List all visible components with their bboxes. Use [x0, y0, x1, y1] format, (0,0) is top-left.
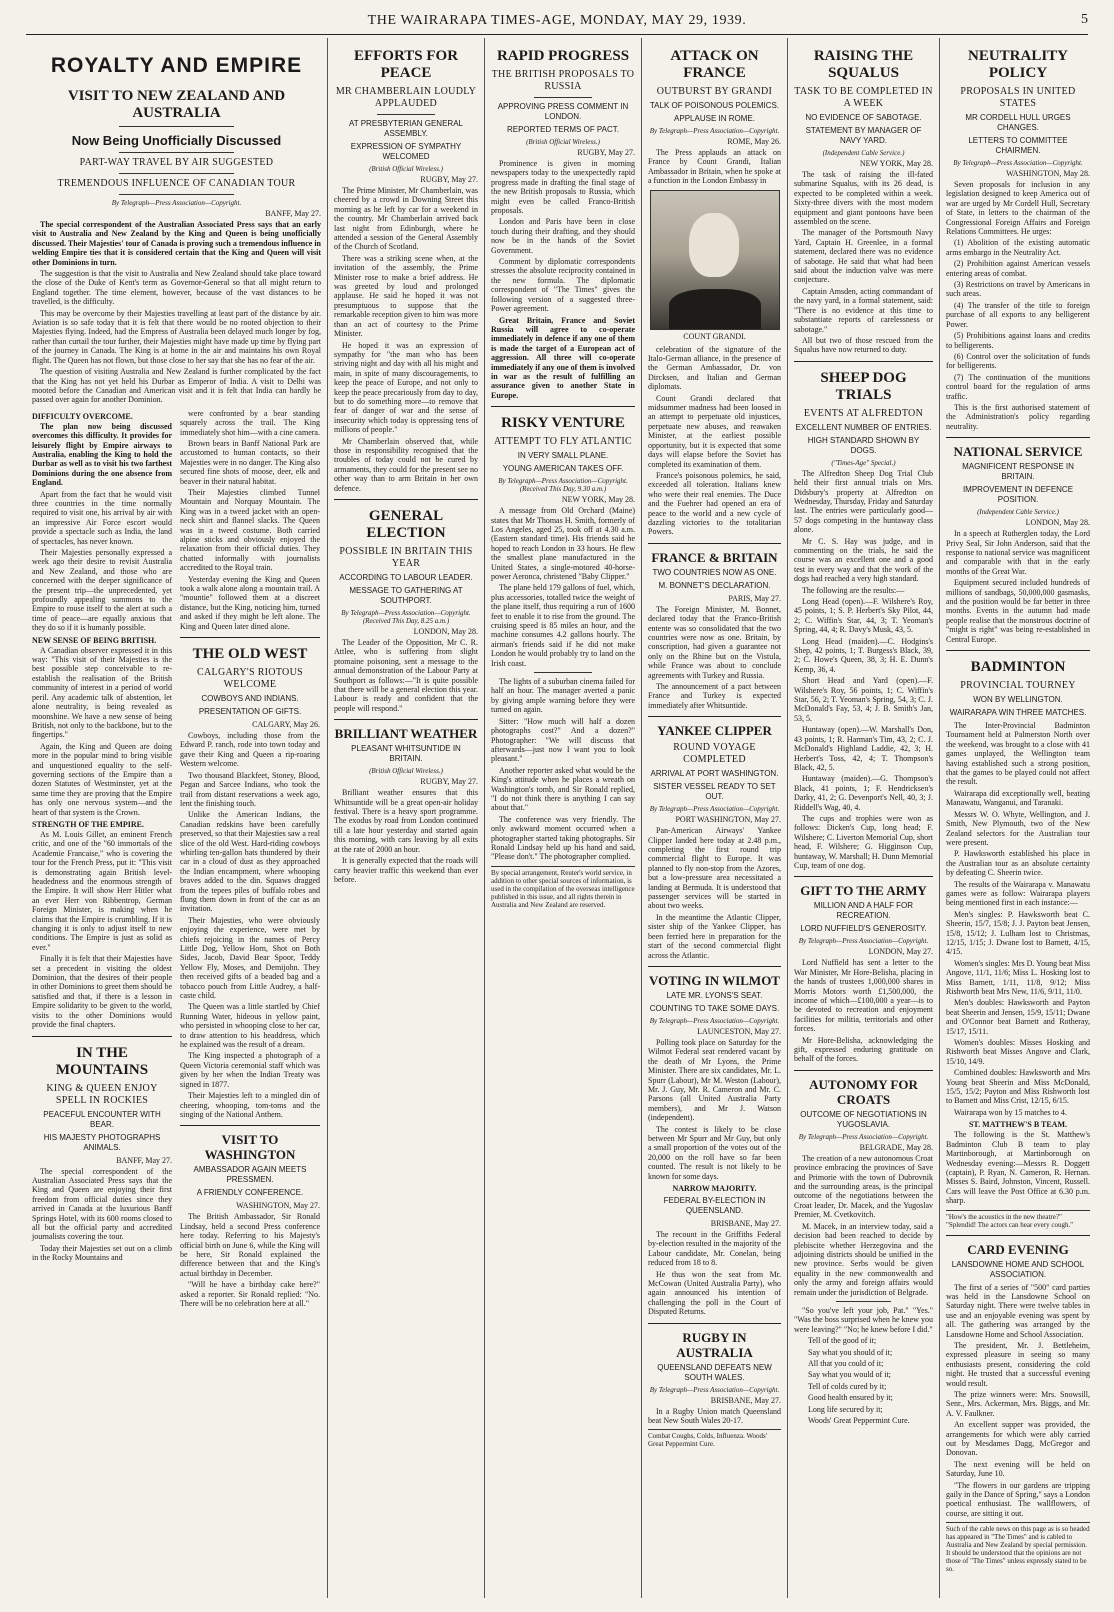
- byline: By Telegraph—Press Association—Copyright.: [111, 199, 242, 207]
- verse-line: All that you could of it;: [808, 1358, 884, 1368]
- paragraph: The Prime Minister, Mr Chamberlain, was cheered by a crowd in Downing Street this morning as he left by car for a weekend in the country. Mr Chamberlain arrived back last night from Edinburgh, where he attended a session of the General Assembly of the Church of Scotland.: [334, 186, 478, 252]
- joke: "How's the acoustics in the new theatre?" "Splendid! The actors can hear every cough.": [946, 1210, 1090, 1229]
- paragraph: The contest is likely to be close between Mr Spurr and Mr Guy, but only a small proportion of the votes out of the 20,000 on the roll have so far been counted. The result is not likely to be known for some days.: [648, 1124, 781, 1181]
- divider: [119, 152, 235, 153]
- dateline: LONDON, May 28.: [1025, 518, 1090, 528]
- photo-caption: COUNT GRANDI.: [683, 331, 746, 341]
- paragraph: He hoped it was an expression of sympathy for "the man who has been striving night and day with all his might and main, in spite of many discouragements, to keep the peace of Europe, and not only to keep the peace precariously from day to day, but to do something more—to remove that fear of danger of war and the sense of insecurity which today is oppressing tens of millions of people.": [334, 340, 478, 435]
- paragraph: Equipment secured included hundreds of millions of sandbags, 50,000,000 gasmasks, and the position would be far better in three months. Events in the autumn had made people realise that the monstrous doctrine of "might is right" was being re-established in Central Europe.: [946, 578, 1090, 644]
- dateline: BRISBANE, May 27.: [710, 1395, 781, 1405]
- paragraph: Seven proposals for inclusion in any legislation designed to keep America out of war are urged by Mr Cordell Hull, Secretary of State, in letters to the chairman of the Congressional Foreign Affairs and Foreign Relations Committees. He urges:: [946, 180, 1090, 237]
- subheadline: APPLAUSE IN ROME.: [674, 114, 755, 123]
- column-royalty: [26, 38, 328, 1598]
- subheadline: PLEASANT WHITSUNTIDE IN BRITAIN.: [351, 744, 461, 764]
- headline: VISIT TO WASHINGTON: [204, 1132, 296, 1163]
- verse-line: Woods' Great Peppermint Cure.: [808, 1416, 910, 1425]
- paragraph: Mr Chamberlain observed that, while those in responsibility recognised that the troubles of today could not be cured by armaments, they could for the present see no other way than to arm Britain in her own defence.: [334, 436, 478, 493]
- paragraph: An excellent supper was provided, the arrangements for which were ably carried out by Mesdames Dagg, McGregor and Donovan.: [946, 1420, 1090, 1458]
- byline: (British Official Wireless.): [369, 767, 443, 776]
- paragraph: Pan-American Airways' Yankee Clipper landed here today at 2.48 p.m., completing the first round trip commercial flight to Europe. It was planned to fly non-stop from the Azores, but a low-pressure area necessitated a landing at Bermuda. It is understood that passenger services will be started in about two weeks.: [648, 826, 781, 911]
- byline: By Telegraph—Press Association—Copyright.: [798, 937, 929, 946]
- dateline: BANFF, May 27.: [116, 1155, 172, 1165]
- dateline: LAUNCESTON, May 27.: [697, 1026, 781, 1036]
- byline: By Telegraph—Press Association—Copyright. (Received This Day, 8.25 a.m.): [341, 609, 471, 625]
- paragraph: Sitter: "How much will half a dozen photographs cost?" And a dozen?" Photographer: "We will discuss that afterwards—just now I want you to look pleasant.": [491, 716, 635, 764]
- verse-line: Tell of colds cured by it;: [808, 1381, 887, 1391]
- page-columns: [26, 38, 1096, 1598]
- subheadline: HIS MAJESTY PHOTOGRAPHS ANIMALS.: [43, 1132, 161, 1152]
- column-russia: [485, 38, 642, 1598]
- dateline: BRISBANE, May 27.: [710, 1219, 781, 1228]
- headline: BRILLIANT WEATHER: [334, 726, 478, 742]
- paragraph: Wairarapa did exceptionally well, beating Manawatu, Wanganui, and Taranaki.: [946, 788, 1090, 808]
- subheadline: IN VERY SMALL PLANE.: [517, 451, 609, 461]
- dateline: PORT WASHINGTON, May 27.: [675, 815, 781, 825]
- subheadline: SISTER VESSEL READY TO SET OUT.: [653, 782, 776, 802]
- subheadline: AT PRESBYTERIAN GENERAL ASSEMBLY.: [349, 119, 463, 138]
- paragraph: He thus won the seat from Mr. McCowan (United Australia Party), who again announced his intention of challenging the poll in the Court of Disputed Returns.: [648, 1269, 781, 1317]
- subheadline: FEDERAL BY-ELECTION IN QUEENSLAND.: [663, 1196, 766, 1215]
- paragraph: This may be overcome by their Majesties travelling at least part of the distance by air. Aviation is so safe today that it is felt that there would be no rooted objection to their Majesties flying. Indeed, had the Empress of Australia been delayed much longer by fog, rather than curtail the tour further, their Majesties might have made up time by flying part of the journey in Canada. The King is at home in the air and maintains his own Royal flight. The Queen has not flown, but those close to her say that she has no fear of the air.: [32, 308, 321, 365]
- paragraph: The Queen was a little startled by Chief Running Water, hideous in yellow paint, who persisted in whooping close to her car, to draw attention to his headdress, which he explained was the result of a dream.: [180, 1002, 320, 1050]
- paragraph: Their Majesties, who were obviously enjoying the experience, were met by chiefs rejoicing in the names of Percy Little Dog, Yellow Horn, Shot on Both Sides, Jacob, David Bear Spoor, Teddy Yellow Fly, Moses, and Demijohn. They then received gifts of a beaded bag and a tobacco pouch from Little Audrey, a half-caste child.: [180, 915, 320, 1001]
- subheadline: PEACEFUL ENCOUNTER WITH BEAR.: [43, 1109, 161, 1129]
- divider: [794, 361, 933, 362]
- paragraph: Men's doubles: Hawksworth and Payton beat Sheerin and Jensen, 15/9, 15/11; Dwane and O'Connor beat Barnett and Rotheray, 15/17, 15/11.: [946, 998, 1090, 1036]
- paragraph: Long Head (maiden).—C. Hodgins's Shep, 42 points, 1; T. Burgess's Black, 39, 2; C. Howe's Queen, 38, 3; H. E. Dunn's Kemp, 36, 4.: [794, 636, 933, 674]
- sub-column-left: [32, 409, 172, 1311]
- dateline: RUGBY, May 27.: [420, 175, 478, 184]
- subheadline: PROVINCIAL TOURNEY: [960, 680, 1076, 692]
- paragraph: Again, the King and Queen are doing more in the popular mind to bring visible and unquestioned equality to the self-governing sections of the Empire than a dozen Statutes of Westminster, yet at the same time they are proving that the Empire has only one nervous system—and the heart of that system is the Crown.: [32, 741, 172, 817]
- byline: (Independent Cable Service.): [977, 508, 1059, 517]
- paragraph: The president, Mr. J. Bettleheim, expressed pleasure in seeing so many enthusiasts present, considering the cold night. He trusted that a successful evening would result.: [946, 1340, 1090, 1388]
- paragraph: Women's doubles: Misses Hosking and Rishworth beat Misses Angove and Clark, 15/10, 14/9.: [946, 1038, 1090, 1066]
- divider: [334, 719, 478, 720]
- paragraph: In a speech at Rutherglen today, the Lord Privy Seal, Sir John Anderson, said that the response to national service was magnificent and comparable with that in the early months of the Great War.: [946, 529, 1090, 576]
- headline: RUGBY IN AUSTRALIA: [676, 1329, 753, 1360]
- paragraph: Men's singles: P. Hawksworth beat C. Sheerin, 15/7, 15/8; J. J. Payton beat Jensen, 15/8, 15/12; J. Lulham lost to Christmas, 12/15, 1/15; J. Dwane lost to Barnett, 4/15, 4/15.: [946, 909, 1090, 957]
- paragraph: Mr Hore-Belisha, acknowledging the gift, expressed enduring gratitude on behalf of the forces.: [794, 1035, 933, 1064]
- dateline: PARIS, May 27.: [728, 593, 781, 603]
- paragraph: As M. Louis Gillet, an eminent French critic, and one of the "60 immortals of the Academie Francaise," who is covering the tour for the French Press, put it: "This visit is demonstrating again British level-headedness and the enormous strength of the Empire. It will show Herr Hitler what an ever Herr von Ribbentrop, German Foreign Minister, is making when he claims that the Empire is crumbling. If it is changing it is only to adjust itself to new conditions. The Empire is just as solid as ever.": [32, 829, 172, 952]
- paragraph: Long Head (open).—F. Wilshere's Roy, 45 points, 1; S. P. Herbert's Sky Pilot, 44, 2; C. Wiffin's Star, 44, 3; T. Yeoman's Spring, 44, 4; R. Davy's Musk, 43, 5.: [794, 597, 933, 635]
- paragraph: The Alfredton Sheep Dog Trial Club held their first annual trials on Mrs. Didsbury's property at Alfredton on Wednesday, Thursday, Friday and Saturday last. The entries were particularly good—57 dogs competing in the huntaway class alone.: [794, 468, 933, 535]
- headline: GENERAL ELECTION: [366, 508, 446, 541]
- paragraph: All but two of those rescued from the Squalus have now returned to duty.: [794, 335, 933, 355]
- paragraph: The following are the results:—: [802, 585, 905, 595]
- crosshead: NARROW MAJORITY.: [672, 1184, 757, 1193]
- subheadline: ACCORDING TO LABOUR LEADER.: [339, 573, 473, 582]
- dateline: WASHINGTON, May 28.: [1006, 169, 1090, 178]
- paragraph: Short Head and Yard (open).—F. Wilshere's Roy, 56 points, 1; C. Wiffin's Star, 56, 2; T. Yeoman's Spring, 54, 3; C. J. McDonald's Fay, 53, 4; J. B. Smith's Jan, 53, 5.: [794, 676, 933, 723]
- paragraph: The next evening will be held on Saturday, June 10.: [946, 1459, 1090, 1479]
- paragraph: The lights of a suburban cinema failed for half an hour. The manager averted a panic by giving ample warning before they were turned on again.: [491, 677, 635, 715]
- advertisement: Combat Coughs, Colds, Influenza. Woods' Great Peppermint Cure.: [648, 1429, 781, 1448]
- subheadline: IMPROVEMENT IN DEFENCE POSITION.: [962, 485, 1074, 505]
- column-neutrality: [940, 38, 1096, 1598]
- subheadline: LANSDOWNE HOME AND SCHOOL ASSOCIATION.: [951, 1259, 1085, 1279]
- divider: [119, 194, 235, 195]
- paragraph: It is generally expected that the roads will carry heavier traffic this weekend than ever before.: [334, 856, 478, 884]
- subheadline: PROPOSALS IN UNITED STATES: [960, 86, 1076, 109]
- headline: RAPID PROGRESS: [496, 48, 630, 64]
- subheadline: THE BRITISH PROPOSALS TO RUSSIA: [491, 69, 635, 92]
- paragraph: The creation of a new autonomous Croat province embracing the provinces of Save and Primorie with the town of Dubrovnik and the surrounding areas, is the principal outcome of the negotiations between the Croat leader, Dr. Macek, and the Yugoslav Premier, M. Cvetkovitch.: [794, 1153, 933, 1220]
- paragraph: The conference was very friendly. The only awkward moment occurred when a photographer started taking photographs. Sir Ronald Lindsay held up his hand and said, "Please don't." The photographer complied.: [491, 814, 635, 862]
- page-number: 5: [1081, 12, 1088, 27]
- paragraph: Yesterday evening the King and Queen took a walk alone along a mountain trail. A "mountie" followed them at a discreet distance, but the King, noticing him, turned and asked if they might be left alone. The King and Queen later dined alone.: [180, 574, 320, 631]
- subheadline: REPORTED TERMS OF PACT.: [506, 125, 619, 134]
- paragraph: A message from Old Orchard (Maine) states that Mr Thomas H. Smith, formerly of Los Angeles, aged 25, took off at 4.30 a.m. (Eastern standard time). His friends said he hoped to reach London in 33 hours. He flew the smallest plane manufactured in the United States, a single-motored 40-horse-power Aeronca, christened "Baby Clipper.": [491, 506, 635, 581]
- subheadline: CALGARY'S RIOTOUS WELCOME: [197, 667, 303, 691]
- subheadline: TWO COUNTRIES NOW AS ONE.: [652, 567, 777, 577]
- paragraph: The British Ambassador, Sir Ronald Lindsay, held a second Press conference here today. Referring to his Majesty's official birth on June 6, while the King will be here, Sir Ronald explained the difference between that and the King's actual birthday in December.: [180, 1212, 320, 1278]
- subheadline: MESSAGE TO GATHERING AT SOUTHPORT.: [349, 586, 463, 605]
- subheadline: TALK OF POISONOUS POLEMICS.: [649, 101, 780, 110]
- verse-line: Say what you would of it;: [808, 1370, 891, 1380]
- subheadline: LETTERS TO COMMITTEE CHAIRMEN.: [968, 136, 1068, 155]
- paragraph: This is the first authorised statement of the Administration's policy regarding neutrality.: [946, 402, 1090, 431]
- divider: [534, 97, 592, 98]
- paragraph: The prize winners were: Mrs. Snowsill, Senr., Mrs. Ackerman, Mrs. Biggs, and Mr. A. V. Faulkner.: [946, 1390, 1090, 1418]
- paragraph: Their Majesties left to a mingled din of cheering, whooping, tom-toms and the singing of the National Anthem.: [180, 1091, 320, 1119]
- subheadline: ARRIVAL AT PORT WASHINGTON.: [650, 769, 779, 779]
- paragraph: The manager of the Portsmouth Navy Yard, Captain H. Greenlee, in a formal statement, declared there was no evidence of sabotage. He said that what had been said about the induction valve was mere conjecture.: [794, 228, 933, 285]
- paragraph: Unlike the American Indians, the Canadian redskins have been carefully preserved, so that their Majesties saw a real slice of the old West. Hard-riding cowboys whirling ten-gallon hats thundered by their car in a cloud of dust as they approached the Indian encampment, where whooping braves added to the din. Squaws dragged from the tepees piles of buffalo robes and flung them down in front of the car as an invitation.: [180, 810, 320, 914]
- subheadline: MR CHAMBERLAIN LOUDLY APPLAUDED: [335, 86, 477, 109]
- paragraph: The results of the Wairarapa v. Manawatu games were as follow: Wairarapa players being mentioned first in each instance:—: [946, 879, 1090, 908]
- byline: (Independent Cable Service.): [822, 149, 905, 157]
- paragraph: Huntaway (open).—W. Marshall's Don, 43 points, 1; R. Harman's Tim, 43, 2; C. J. McDonald's Highland Laddie, 42, 3; H. Herbert's Toss, 42, 4; T. Thompson's Black, 42, 5.: [794, 725, 933, 772]
- byline: By Telegraph—Press Association—Copyright.: [649, 805, 780, 814]
- divider: [534, 672, 592, 673]
- divider: [119, 126, 235, 127]
- divider: [648, 543, 781, 544]
- subheadline: EXPRESSION OF SYMPATHY WELCOMED: [350, 142, 462, 161]
- paragraph: France's poisonous polemics, he said, exceeded all toleration. Italians knew who were their real enemies. The Duce and the Fuehrer had opened an era of peace to the world and a new cycle of dazzling victories to the totalitarian Powers.: [648, 470, 781, 537]
- subheadline: WAIRARAPA WIN THREE MATCHES.: [949, 708, 1087, 718]
- paragraph: Women's singles: Mrs D. Young beat Miss Angove, 11/1, 11/6; Miss L. Hosking lost to Miss Barnett, 1/11, 11/8, 9/12; Miss Rishworth beat Mrs New, 11/6, 9/11, 11/0.: [946, 958, 1090, 996]
- subheadline: LATE MR. LYONS'S SEAT.: [666, 990, 763, 1000]
- divider: [32, 1036, 172, 1037]
- sub-columns: [32, 409, 321, 1311]
- subheadline: YOUNG AMERICAN TAKES OFF.: [502, 464, 624, 474]
- paragraph: celebration of the signature of the Italo-German alliance, in the presence of the German Ambassador, Dr. von Dircksen, and Italian and German diplomats.: [648, 344, 781, 392]
- byline: By Telegraph—Press Association—Copyright.: [649, 127, 780, 135]
- dateline: NEW YORK, May 28.: [561, 495, 635, 505]
- divider: [648, 716, 781, 717]
- paragraph: Wairarapa won by 15 matches to 4.: [954, 1107, 1067, 1117]
- paragraph: (6) Control over the solicitation of funds for belligerents.: [946, 351, 1090, 371]
- paragraph: (2) Prohibition against American vessels entering areas of combat.: [946, 259, 1090, 278]
- subheadline: STATEMENT BY MANAGER OF NAVY YARD.: [805, 126, 922, 145]
- verse-line: Say what you should of it;: [808, 1347, 893, 1357]
- divider: [946, 437, 1090, 438]
- byline: By Telegraph—Press Association—Copyright. (Received This Day, 9.30 a.m.): [498, 477, 628, 494]
- divider: [946, 650, 1090, 651]
- crosshead: NEW SENSE OF BEING BRITISH.: [32, 635, 157, 645]
- subheadline: APPROVING PRESS COMMENT IN LONDON.: [497, 102, 629, 121]
- byline: ("Times-Age" Special.): [831, 458, 896, 467]
- paragraph: Their Majesties climbed Tunnel Mountain and Norquay Mountain. The King was in a tweed jacket with an open-neck shirt and flannel slacks. The Queen was in a tweed costume. Both carried alpine sticks and obviously enjoyed the relaxation from their official duties. They chatted informally with journalists accredited to the Royal train.: [180, 487, 320, 573]
- paragraph: Their Majesties personally expressed a week ago their desire to revisit Australia and New Zealand, and those who are concerned with the deeper significance of the present trip—the unprecedented, yet profoundly appealing summons to the Empire to rouse itself to the alert at such a time of peace—are equally anxious that they do so if it is humanly possible.: [32, 548, 172, 633]
- headline: RISKY VENTURE: [501, 415, 625, 432]
- byline: By Telegraph—Press Association—Copyright.: [649, 1385, 780, 1394]
- divider: [836, 1301, 892, 1302]
- paragraph: The Inter-Provincial Badminton Tournament held at Palmerston North over the weekend, was brought to a close with 41 games unplayed, the Wellington team having established such a strong position, that the games to be played could not affect the result.: [946, 721, 1090, 787]
- paragraph: In a Rugby Union match Queensland beat New South Wales 20-17.: [648, 1406, 781, 1426]
- divider: [794, 876, 933, 877]
- subheadline: KING & QUEEN ENJOY SPELL IN ROCKIES: [46, 1082, 158, 1106]
- paragraph: The cups and trophies were won as follows: Dicken's Cup, long head; F. Wilshere; C. Liverton Memorial Cup, short head, F. Wilshere; G. Higginson Cup, huntaway, W. Marshall; H. Dunn Memorial Cup, team of one dog.: [794, 813, 934, 870]
- subheadline: TREMENDOUS INFLUENCE OF CANADIAN TOUR: [57, 178, 296, 189]
- divider: [794, 1070, 933, 1071]
- paragraph: In the meantime the Atlantic Clipper, sister ship of the Yankee Clipper, has been ferried here in preparation for the start of the second commercial flight across the Atlantic.: [648, 912, 781, 960]
- sub-column-right: [180, 409, 320, 1311]
- subheadline: PART-WAY TRAVEL BY AIR SUGGESTED: [79, 157, 274, 168]
- dateline: BANFF, May 27.: [265, 209, 321, 218]
- headline: YANKEE CLIPPER: [657, 723, 772, 739]
- paragraph: Another reporter asked what would be the King's attitude when he places a wreath on Washington's tomb, and Sir Ronald replied, "I do not think there is anything I can say about that.": [491, 765, 635, 813]
- column-squalus: [788, 38, 940, 1598]
- paragraph: Polling took place on Saturday for the Wilmot Federal seat rendered vacant by the death of Mr Lyons, the Prime Minister. There are six candidates, Mr. L. Spurr (Labour), Mr M. Weston (Labour), Mr. J. Guy, Mr. R. Cameron and Mr. C. Parsons (all United Australia Party members), and Mr J. Watson (independent).: [648, 1037, 781, 1123]
- column-peace: [328, 38, 485, 1598]
- subheadline: HIGH STANDARD SHOWN BY DOGS.: [807, 435, 920, 455]
- divider: [648, 1323, 781, 1324]
- paragraph: (1) Abolition of the existing automatic arms embargo in the Neutrality Act.: [946, 238, 1090, 257]
- dateline: BELGRADE, May 28.: [859, 1142, 933, 1152]
- footnote: By special arrangement, Reuter's world service, in addition to other special sources of information, is used in the compilation of the overseas intelligence published in this issue, and all rights therein in Australia and New Zealand are reserved.: [491, 866, 635, 909]
- divider: [334, 499, 478, 500]
- headline: BADMINTON: [970, 659, 1066, 676]
- divider: [119, 173, 235, 174]
- byline: By Telegraph—Press Association—Copyright.: [953, 159, 1083, 167]
- paragraph: Messrs W. O. Whyte, Wellington, and J. Smith, New Plymouth, two of the New Zealand selectors for the Australian tour were present.: [946, 809, 1090, 847]
- footnote: Such of the cable news on this page as is so headed has appeared in "The Times" and is cabled to Australia and New Zealand by special permission. It should be understood that the opinions are not those of "The Times" unless expressly stated to be so.: [946, 1522, 1090, 1573]
- headline: EFFORTS FOR PEACE: [353, 48, 459, 81]
- subheadline: POSSIBLE IN BRITAIN THIS YEAR: [339, 546, 473, 569]
- paragraph: Two thousand Blackfeet, Stoney, Blood, Pegan and Sarcee Indians, who took the trail from distant reservations a week ago, lent the finishing touch.: [180, 770, 320, 808]
- subheadline: COUNTING TO TAKE SOME DAYS.: [649, 1003, 780, 1013]
- paragraph: Prominence is given in morning newspapers today to the unexpectedly rapid progress made in drafting the final stage of the new British proposals to Russia, which might even be called Franco-British proposals.: [491, 159, 635, 216]
- divider: [180, 637, 320, 638]
- divider: [180, 1125, 320, 1126]
- crosshead: DIFFICULTY OVERCOME.: [32, 411, 133, 421]
- headline: FRANCE & BRITAIN: [651, 549, 778, 565]
- divider: [946, 1235, 1090, 1236]
- newspaper-title: THE WAIRARAPA TIMES-AGE, MONDAY, MAY 29, 1939.: [367, 13, 747, 28]
- subheadline: MAGNIFICENT RESPONSE IN BRITAIN.: [962, 462, 1074, 482]
- headline: RAISING THE SQUALUS: [813, 48, 914, 81]
- dateline: RUGBY, May 27.: [577, 148, 635, 157]
- headline: SHEEP DOG TRIALS: [820, 369, 907, 403]
- paragraph: were confronted by a bear standing squarely across the trail. The King immediately shot him—with a cine camera.: [180, 408, 320, 437]
- byline: (British Official Wireless.): [369, 165, 443, 173]
- headline: AUTONOMY FOR CROATS: [809, 1076, 918, 1107]
- headline: VOTING IN WILMOT: [649, 972, 780, 988]
- subheadline: ROUND VOYAGE COMPLETED: [673, 742, 756, 766]
- paragraph: (5) Prohibitions against loans and credits to belligerents.: [946, 331, 1090, 350]
- subheadline: ATTEMPT TO FLY ATLANTIC: [493, 436, 633, 448]
- paragraph: Huntaway (maiden).—G. Thompson's Black, 41 points, 1; F. Hendricksen's Darky, 41, 2; G. Devenport's Nell, 40, 3; J. Riddell's Wag, 40, 4.: [794, 774, 933, 812]
- subheadline: M. BONNET'S DECLARATION.: [658, 580, 771, 590]
- paragraph: The announcement of a pact between France and Turkey is expected immediately after Whitsuntide.: [648, 682, 781, 710]
- paragraph: There was a striking scene when, at the invitation of the assembly, the Prime Minister rose to make a brief address. He was greeted by loud and prolonged applause. He said he hoped it was not presumptuous to suppose that the remarkable reception given to him was more than an act of courtesy to the Prime Minister.: [334, 253, 478, 339]
- subheadline: WON BY WELLINGTON.: [973, 695, 1063, 705]
- paragraph: Great Britain, France and Soviet Russia will agree to co-operate immediately in defence if any one of them is made the target of a European act of aggression. All three will co-operate immediately if any one of them is involved in war as the result of fulfilling an assurance given to another State in Europe.: [491, 315, 635, 400]
- headline: CARD EVENING: [967, 1241, 1069, 1257]
- headline: ATTACK ON FRANCE: [670, 48, 759, 81]
- paragraph: "So you've left your job, Pat." "Yes." "Was the boss surprised when he knew you were leaving?" "No; he knew before I did.": [794, 1305, 933, 1334]
- paragraph: M. Macek, in an interview today, said a decision had been reached to decide by plebiscite whether Herzegovina and the adjoining districts should be unified in the new province. Serbs would be given equality in the new commonwealth and only the army and foreign affairs would remain under the jurisdiction of Belgrade.: [794, 1221, 933, 1297]
- paragraph: P. Hawksworth established his place in the Australian tour as an absolute certainty by defeating C. Sheerin twice.: [946, 849, 1090, 878]
- paragraph: Captain Amsden, acting commandant of the navy yard, in a formal statement, said: "There is no evidence at this time to substantiate reports of carelessness or sabotage.": [794, 286, 933, 334]
- paragraph: Today their Majesties set out on a climb in the Rocky Mountains and: [32, 1243, 172, 1263]
- paragraph: Mr C. S. Hay was judge, and in commenting on the trials, he said the course was an excellent one and a good test in every way and that the work of the dogs had reached a very high standard.: [794, 536, 933, 584]
- paragraph: Apart from the fact that he would visit three countries in the time normally required to visit one, his arrival by air with an impressive Air Force escort would provide a spectacle such as India, the land of spectacles, has never known.: [32, 489, 172, 546]
- dateline: LONDON, May 28.: [413, 627, 478, 636]
- paragraph: A Canadian observer expressed it in this way: "This visit of their Majesties is the best possible step conceivable to re-establish the realisation of the British community of interest in a period of world peril. Any academic talk of abstention, let alone neutrality, is being revealed as moonshine. We have a new sense of being British, not only to the backbone, but to the fingertips.": [32, 645, 172, 740]
- byline: By Telegraph—Press Association—Copyright.: [798, 1132, 929, 1141]
- paragraph: The special correspondent of the Australian Associated Press says that the King and Queen are enjoying their first freedom from official duties since they arrived in Canada at the luxurious Banff Springs Hotel, with its 600 rooms closed to all but the official party and accredited journalists covering the tour.: [32, 1166, 172, 1242]
- paragraph: The Press applauds an attack on France by Count Grandi, Italian Ambassador in Britain, when he spoke at a function in the London Embassy in: [648, 148, 781, 186]
- subheadline: AMBASSADOR AGAIN MEETS PRESSMEN.: [193, 1165, 307, 1185]
- column-france: [642, 38, 788, 1598]
- divider: [648, 966, 781, 967]
- paragraph: The task of raising the ill-fated submarine Squalus, with its 26 dead, is expected to be completed within a week. Sixty-three divers with the most modern equipment and giant pontoons have been assembled on the scene.: [794, 170, 933, 227]
- paragraph: Brilliant weather ensures that this Whitsuntide will be a great open-air holiday festival. There is a heavy sport programme. The exodus by road from London continued till a late hour yesterday and started again this morning, with cars leaving by all exits at the rate of 2000 an hour.: [334, 788, 478, 854]
- paragraph: Finally it is felt that their Majesties have set a precedent in visiting the oldest Dominion, that the desires of their people in other Dominions to greet them should be satisfied and that, if there is a lesson in Empire solidarity to be given to the world, visits to the other Dominions would provide the final chapters.: [32, 954, 172, 1030]
- paragraph: (3) Restrictions on travel by Americans in such areas.: [946, 280, 1090, 299]
- paragraph: The question of visiting Australia and New Zealand is further complicated by the fact that the King has not yet held his Durbar as Emperor of India. A visit to Delhi was mooted before the Canadian and American visit and it is felt that India can hardly be passed over again for another Dominion.: [32, 367, 321, 405]
- dateline: ROME, May 26.: [727, 137, 781, 146]
- paragraph: The King inspected a photograph of a Queen Victoria ceremonial staff which was given by her when the Indian Treaty was signed in 1877.: [180, 1051, 320, 1089]
- paragraph: The suggestion is that the visit to Australia and New Zealand should take place toward the close of the Duke of Kent's term as Governor-General so that all might return to England together. The time element, however, because of the vast distances to be travelled, is the difficulty.: [32, 269, 321, 307]
- verse-line: Tell of the good of it;: [808, 1336, 877, 1346]
- lead-paragraph: The special correspondent of the Australian Associated Press says that an early visit to Australia and New Zealand by the King and Queen is being unofficially discussed. Their Majesties' tour of Canada is proving such a tremendous influence in welding Empire ties that it is considered certain that the King and Queen will visit other Dominions in turn.: [32, 220, 321, 267]
- crosshead: ST. MATTHEW'S B TEAM.: [968, 1120, 1068, 1130]
- byline: (British Official Wireless.): [526, 138, 600, 146]
- subheadline: TASK TO BE COMPLETED IN A WEEK: [794, 86, 933, 109]
- paragraph: The following is the St. Matthew's Badminton Club B team to play Martinborough, at Martinborough on Wednesday evening:—Messrs R. Doggett (captain), P. Ryan, N. Cameron, R. Hernan. Misses S. Baird, Johnston, Vincent, Russell. Cars will leave the Post Office at 6.30 p.m. sharp.: [946, 1130, 1090, 1206]
- subheadline: LORD NUFFIELD'S GENEROSITY.: [800, 924, 927, 934]
- verse-line: Long life secured by it;: [808, 1404, 883, 1414]
- paragraph: Brown bears in Banff National Park are accustomed to human contacts, so their Majesties were in no danger. The King also secured fine shots of moose, deer, elk and beaver in their natural habitat.: [180, 438, 320, 486]
- paragraph: Comment by diplomatic correspondents stresses the absolute reciprocity contained in the new formula. The diplomatic correspondent of "The Times" gives the following version of a suggested three-Power agreement.: [491, 257, 635, 314]
- dateline: NEW YORK, May 28.: [859, 159, 933, 168]
- headline: NEUTRALITY POLICY: [967, 48, 1069, 81]
- dateline: LONDON, May 27.: [868, 947, 933, 957]
- paragraph: (4) The transfer of the title to foreign purchase of all exports to any belligerent Power.: [946, 300, 1090, 329]
- dateline: WASHINGTON, May 27.: [236, 1201, 320, 1211]
- crosshead: STRENGTH OF THE EMPIRE.: [32, 819, 145, 829]
- subheadline: QUEENSLAND DEFEATS NEW SOUTH WALES.: [657, 1362, 772, 1382]
- headline: VISIT TO NEW ZEALAND AND AUSTRALIA: [67, 88, 286, 121]
- dateline: RUGBY, May 27.: [420, 777, 478, 787]
- verse: [794, 1336, 933, 1425]
- divider: [377, 114, 435, 115]
- headline: Now Being Unofficially Discussed: [71, 133, 282, 148]
- paragraph: The plane held 179 gallons of fuel, which, plus accessories, totalled twice the weight of the plane itself, thus requiring a run of 1600 feet to enable it to rise from the ground. The cruising speed is 85 miles an hour, and the machine consumes 4.2 gallons hourly. The airman's friends said if he did not make London he would probably try to land on the Irish coast.: [491, 583, 635, 668]
- verse-line: Good health ensured by it;: [808, 1393, 893, 1403]
- headline: GIFT TO THE ARMY: [800, 883, 927, 899]
- paragraph: "Will he have a birthday cake here?" asked a reporter. Sir Ronald replied: "No. There will be no celebration here at all.": [180, 1280, 320, 1308]
- headline: NATIONAL SERVICE: [953, 444, 1083, 460]
- paragraph: The plan now being discussed overcomes this difficulty. It provides for leisurely flight by Empire airways to Australia, enabling the King to hold the Durbar as well as to visit his two farthest Dominions during the one absence from England.: [32, 421, 172, 488]
- headline: IN THE MOUNTAINS: [55, 1044, 149, 1078]
- subheadline: EVENTS AT ALFREDTON: [803, 407, 924, 419]
- subheadline: EXCELLENT NUMBER OF ENTRIES.: [795, 422, 932, 432]
- paragraph: Count Grandi declared that midsummer madness had been loosed in an attempt to perpetuate old injustices, perpetuate new abuses, and reawaken Minister, at the earliest possible opportunity, but it is expected that some days will elapse before the Soviet has completed its examination of them.: [648, 393, 781, 469]
- paragraph: The Foreign Minister, M. Bonnet, declared today that the Franco-British entente was so consolidated that the two countries were now as one. Britain, by conscription, had given a guarantee not only on the Rhine but on the Vistula, while France was about to conclude agreements with Turkey and Russia.: [648, 604, 781, 680]
- subheadline: MR CORDELL HULL URGES CHANGES.: [965, 113, 1071, 132]
- subheadline: OUTBURST BY GRANDI: [656, 86, 773, 97]
- banner-headline: ROYALTY AND EMPIRE: [50, 54, 303, 77]
- paragraph: (7) The continuation of the munitions control board for the regulation of arms traffic.: [946, 372, 1090, 401]
- masthead: [26, 8, 1088, 35]
- paragraph: Combined doubles: Hawksworth and Mrs Young beat Sheerin and Miss McDonald, 15/5, 15/2; Payton and Miss Rishworth lost to Barnett and Miss Crist, 12/15, 6/15.: [946, 1068, 1090, 1106]
- byline: By Telegraph—Press Association—Copyright.: [649, 1016, 780, 1025]
- paragraph: The Leader of the Opposition, Mr C. R. Attlee, who is suffering from slight ptomaine poisoning, sent a message to the annual demonstration of the Labour Party at Southport as follows:—"It is quite possible that there will be a general election this year. Labour is ready and confident that the people will respond.": [334, 638, 478, 713]
- divider: [491, 406, 635, 407]
- paragraph: The recount in the Griffiths Federal by-election resulted in the majority of the Labour candidate, Mr. Conelan, being reduced from 18 to 8.: [648, 1230, 781, 1268]
- dateline: CALGARY, May 26.: [252, 720, 320, 730]
- subheadline: A FRIENDLY CONFERENCE.: [196, 1188, 304, 1198]
- subheadline: NO EVIDENCE OF SABOTAGE.: [805, 113, 922, 122]
- subheadline: MILLION AND A HALF FOR RECREATION.: [813, 901, 914, 921]
- portrait-photo: [650, 190, 780, 330]
- headline: THE OLD WEST: [192, 646, 308, 663]
- paragraph: "The flowers in our gardens are tripping gaily in the Dance of Spring," says a London poetical enthusiast. The wallflowers, of course, are sitting it out.: [946, 1480, 1090, 1518]
- paragraph: London and Paris have been in close touch during their drafting, and they should now be in the hands of the Soviet Government.: [491, 217, 635, 255]
- subheadline: OUTCOME OF NEGOTIATIONS IN YUGOSLAVIA.: [800, 1109, 927, 1129]
- paragraph: The first of a series of "500" card parties was held in the Lansdowne School on Saturday night. There were twelve tables in use and an enjoyable evening was spent by all. The gathering was arranged by the Lansdowne Home and School Association.: [946, 1282, 1090, 1339]
- paragraph: Cowboys, including those from the Edward P. ranch, rode into town today and gave their King and Queen a rip-roaring Western welcome.: [180, 731, 320, 769]
- subheadline: PRESENTATION OF GIFTS.: [198, 707, 302, 717]
- subheadline: COWBOYS AND INDIANS.: [201, 694, 299, 704]
- paragraph: Lord Nuffield has sent a letter to the War Minister, Mr Hore-Belisha, placing in the hands of trustees 1,000,000 shares in Morris Motors worth £1,500,000, the income of which—£100,000 a year—is to be devoted to recreation and enjoyment facilities for militia, territorials and other forces.: [794, 958, 933, 1034]
